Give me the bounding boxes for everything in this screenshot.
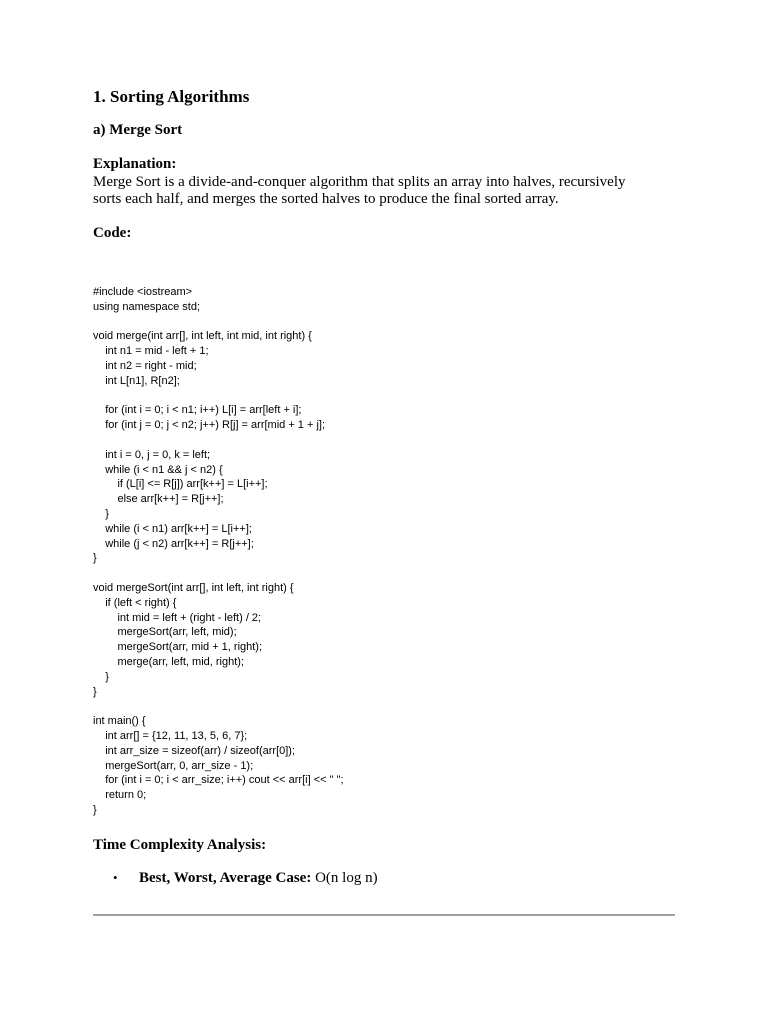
code-line: int arr[] = {12, 11, 13, 5, 6, 7}; — [93, 729, 248, 742]
code-heading: Code: — [93, 225, 132, 241]
explanation-paragraph — [93, 174, 663, 208]
code-line: for (int j = 0; j < n2; j++) R[j] = arr[mid + 1 + j]; — [93, 419, 326, 432]
explanation-heading: Explanation: — [93, 156, 177, 172]
code-line: int n1 = mid - left + 1; — [93, 345, 209, 358]
code-line: if (L[i] <= R[j]) arr[k++] = L[i++]; — [93, 478, 268, 491]
code-line: int L[n1], R[n2]; — [93, 374, 180, 387]
complexity-case-label: Best, Worst, Average Case: — [139, 870, 312, 886]
code-line: } — [93, 670, 109, 683]
explanation-line: Merge Sort is a divide-and-conquer algorithm that splits an array into halves, recursively — [93, 174, 626, 190]
code-line — [93, 315, 344, 330]
code-line: merge(arr, left, mid, right); — [93, 655, 244, 668]
code-line: for (int i = 0; i < arr_size; i++) cout << arr[i] << " "; — [93, 774, 344, 787]
code-line — [93, 566, 344, 581]
horizontal-rule — [93, 914, 675, 916]
code-line: for (int i = 0; i < n1; i++) L[i] = arr[left + i]; — [93, 404, 302, 417]
code-line: } — [93, 507, 109, 520]
code-line — [93, 389, 344, 404]
code-line: else arr[k++] = R[j++]; — [93, 493, 224, 506]
code-line: using namespace std; — [93, 300, 201, 313]
code-line: int i = 0, j = 0, k = left; — [93, 448, 211, 461]
code-line: int n2 = right - mid; — [93, 359, 197, 372]
code-line: int main() { — [93, 715, 146, 728]
code-line — [93, 699, 344, 714]
complexity-heading: Time Complexity Analysis: — [93, 837, 267, 853]
code-line: void mergeSort(int arr[], int left, int right) { — [93, 581, 294, 594]
bullet-icon: • — [113, 870, 118, 885]
section-title: 1. Sorting Algorithms — [93, 87, 250, 106]
code-block — [93, 285, 344, 818]
code-line: #include <iostream> — [93, 286, 193, 298]
code-line: return 0; — [93, 789, 147, 802]
code-line: while (j < n2) arr[k++] = R[j++]; — [93, 537, 254, 550]
code-line: void merge(int arr[], int left, int mid, int right) { — [93, 330, 312, 343]
code-line: if (left < right) { — [93, 596, 177, 609]
complexity-case-value: O(n log n) — [315, 870, 378, 886]
subsection-title: a) Merge Sort — [93, 122, 183, 138]
code-line: int arr_size = sizeof(arr) / sizeof(arr[0]); — [93, 744, 296, 757]
code-line: } — [93, 803, 97, 816]
code-line: while (i < n1) arr[k++] = L[i++]; — [93, 522, 252, 535]
code-line: int mid = left + (right - left) / 2; — [93, 611, 262, 624]
code-line: mergeSort(arr, 0, arr_size - 1); — [93, 759, 254, 772]
complexity-list-item — [113, 870, 378, 887]
code-line: } — [93, 552, 97, 565]
code-line: while (i < n1 && j < n2) { — [93, 463, 223, 476]
code-line — [93, 433, 344, 448]
code-line: } — [93, 685, 97, 698]
code-line: mergeSort(arr, mid + 1, right); — [93, 641, 263, 654]
code-line: mergeSort(arr, left, mid); — [93, 626, 237, 639]
explanation-line: sorts each half, and merges the sorted halves to produce the final sorted array. — [93, 191, 559, 207]
